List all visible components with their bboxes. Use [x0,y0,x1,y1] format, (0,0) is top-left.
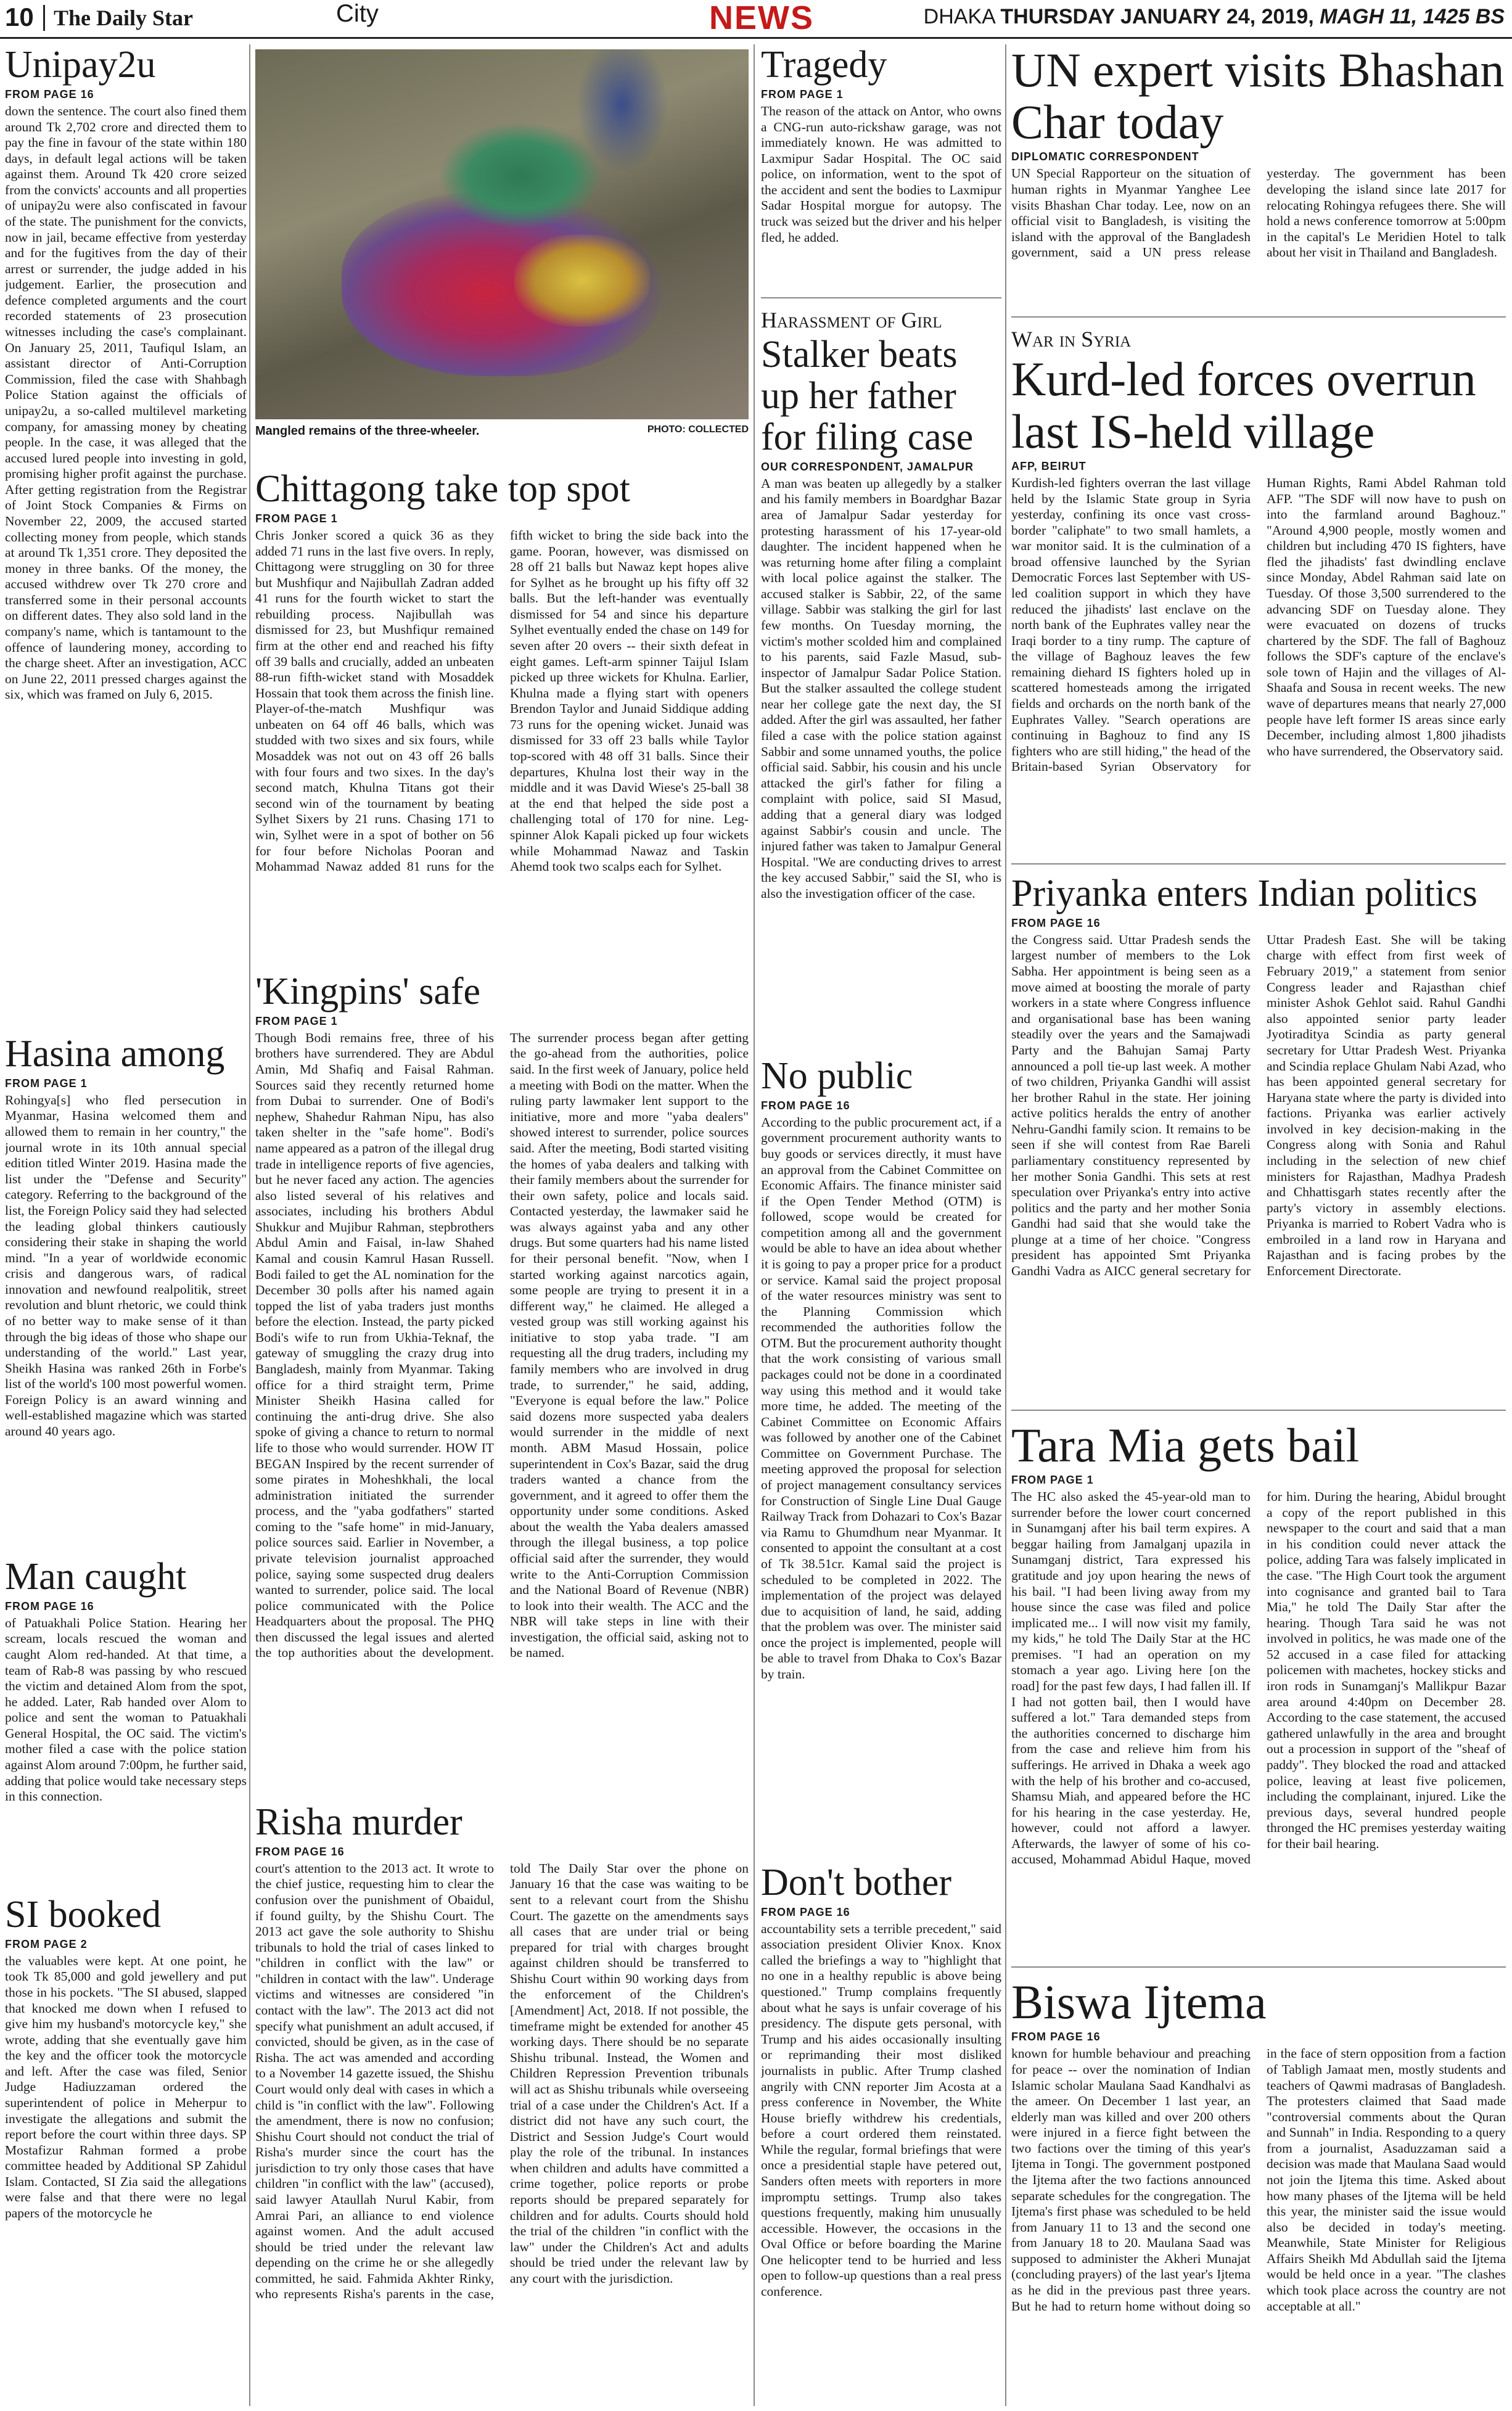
priyanka-headline: Priyanka enters Indian politics [1011,872,1477,914]
kingpins-from: FROM PAGE 1 [255,1014,338,1027]
photo-credit: PHOTO: COLLECTED [647,424,749,435]
column-rule [754,44,755,2406]
unexpert-byline: DIPLOMATIC CORRESPONDENT [1011,150,1199,163]
section-label: City [336,0,379,27]
page-number: 10 [5,2,34,31]
kingpins-headline: 'Kingpins' safe [255,970,481,1012]
unipay-headline: Unipay2u [5,44,156,86]
chittagong-from: FROM PAGE 1 [255,512,338,525]
nopublic-from: FROM PAGE 16 [761,1099,850,1112]
hasina-body: Rohingya[s] who fled persecution in Myanmar, Hasina welcomed them and allowed them to remain in her country," the journal wrote in its 10th annual special edition titled Winter 2019. Hasina made the list under the "Defense and Security" category. Referring to the background of the list, the Foreign Policy said they had selected the leading global thinkers cautiously considering their stake in shaping the world mind. "In a year of worldwide economic crisis and dangerous wars, of radical innovation and newfound realpolitik, street revolution and blunt rhetoric, we could think of no better way to make sense of it than through the big ideas of those who shape our understanding of the world." Last year, Sheikh Hasina was ranked 26th in Forbe's list of the world's 100 most powerful women. Foreign Policy is an award winning and well-established magazine which was started around 40 years ago. [5,1092,247,1439]
stalker-body: A man was beaten up allegedly by a stalker and his family members in Boardghar Bazar area of Jamalpur Sadar yesterday for protesting harassment of his 17-year-old daughter. The incident happened when he was returning home after filing a complaint with local police against the stalker. The accused stalker is Sabbir, 22, of the same village. Sabbir was stalking the girl for last few months. On Tuesday morning, the victim's mother scolded him and complained to his parents, said Fazle Masud, sub-inspector of Jamalpur Sadar Police Station. But the stalker assaulted the college student near her college gate the next day, the SI added. After the girl was assaulted, her father filed a case with the police station against Sabbir and some unnamed youths, the police official said. Sabbir, his cousin and his uncle attacked the girl's father for filing a complaint with police, said SI Masud, adding that a general diary was lodged against Sabbir's cousin and uncle. The injured father was taken to Jamalpur General Hospital. "We are conducting drives to arrest the key accused Sabbir," said the SI, who is also the investigation officer of the case. [761,475,1001,901]
column-right [1011,44,1506,2406]
dontbother-from: FROM PAGE 16 [761,1905,850,1918]
risha-from: FROM PAGE 16 [255,1845,345,1858]
mancaught-from: FROM PAGE 16 [5,1600,94,1612]
priyanka-body: the Congress said. Uttar Pradesh sends the largest number of members to the Lok Sabha. Her appointment is being seen as a move aimed at boosting the morale of party workers in a state where Congress influence and organisational base has been waning steadily over the years and the Samajwadi Party and the Bahujan Samaj Party announced a poll tie-up last week. A mother of two children, Priyanka Gandhi will assist her brother Rahul in the state. Her joining active politics heralds the entry of another Nehru-Gandhi family scion. It remains to be seen if she will contest from Rae Bareli parliamentary constituency represented by her mother Sonia Gandhi. This sets at rest speculation over Priyanka's entry into active politics and the party and her mother Sonia Gandhi had said that she would take the plunge at a time of her choice. "Congress president has appointed Smt Priyanka Gandhi Vadra as AICC general secretary for Uttar Pradesh East. She will be taking charge with effect from first week of February 2019," a statement from senior Congress leader and Rajasthan chief minister Ashok Gehlot said. Rahul Gandhi also appointed senior party leader Jyotiraditya Scindia as party general secretary for Uttar Pradesh West. Priyanka and Scindia replace Ghulam Nabi Azad, who has been appointed general secretary for Haryana state where the party is divided into factions. Priyanka was earlier actively involved in key decision-making in the Congress along with Sonia and Rahul including in the selection of new chief ministers for Rajasthan, Madhya Pradesh and Chhattisgarh states recently after the party's victory in assembly elections. Priyanka is married to Robert Vadra who is embroiled in a land row in Haryana and Rajasthan and is facing probes by the Enforcement Directorate. [1011,932,1506,1279]
nopublic-body: According to the public procurement act, if a government procurement authority wants to buy goods or services directly, it must have an approval from the Cabinet Committee on Economic Affairs. The finance minister said if the Open Tender Method (OTM) is followed, scope would be created for competition among all and the government would be able to have an idea about whether it is going to pay a proper price for a product or service. Kamal said the project proposal of the water resources ministry was sent to the Planning Commission which recommended the authorities follow the OTM. But the procurement authority thought that the work consisting of various small packages could not be done in a coordinated way using this method and it would take more time, he added. The meeting of the Cabinet Committee on Economic Affairs was followed by another one of the Cabinet Committee on Government Purchase. The meeting approved the proposal for selection of project management consultancy services for Construction of Single Line Dual Gauge Railway Track from Dohazari to Cox's Bazar via Ramu to Ghumdhum near Myanmar. It consented to appoint the consultant at a cost of Tk 38.51cr. Kamal said the project is scheduled to be completed in 2022. The implementation of the project was delayed due to acquisition of land, he said, adding that the problem was over. The minister said once the project is implemented, people will be able to travel from Dhaka to Cox's Bazar by train. [761,1114,1001,1682]
dateline: DHAKA THURSDAY JANUARY 24, 2019, MAGH 11, 1425 BS [923,5,1505,28]
story-divider [1011,316,1506,318]
page-header [0,0,1512,39]
mancaught-body: of Patuakhali Police Station. Hearing her scream, locals rescued the woman and caught Alom red-handed. At that time, a team of Rab-8 was passing by who rescued the victim and detained Alom from the spot, he added. Later, Rab handed over Alom to police and sent the woman to Patuakhali General Hospital, the OC said. The victim's mother filed a case with the police station against Alom around 7:00pm, he further said, adding that police would take necessary steps in this connection. [5,1615,247,1804]
news-label: NEWS [709,0,814,36]
si-headline: SI booked [5,1893,162,1936]
si-body: the valuables were kept. At one point, he took Tk 85,000 and gold jewellery and put those in his pockets. "The SI abused, slapped that knocked me down when I refused to give him my husband's motorcycle key," she wrote, adding that she eventually gave him the key and the officer took the motorcycle and left. After the case was filed, Senior Judge Hadiuzzaman ordered the superintendent of police in Meherpur to investigate the allegations and submit the report before the court within three days. SP Mostafizur Rahman formed a probe committee headed by Additional SP Zahidul Islam. Contacted, SI Zia said the allegations were false and that there were no legal papers of the motorcycle he [5,1953,247,2221]
ijtema-from: FROM PAGE 16 [1011,2031,1101,2043]
column-center-right [761,44,1001,2406]
risha-body: court's attention to the 2013 act. It wrote to the chief justice, requesting him to clear the confusion over the punishment of Obaidul, if found guilty, by the Shishu Court. The 2013 act gave the sole authority to Shishu tribunals to hold the trial of cases linked to "children in conflict with the law" or "children in contact with the law". Underage victims and witnesses are considered "in contact with the law". The 2013 act did not specify what punishment an adult accused, if convicted, should be given, as in the case of Risha. The act was amended and according to a November 14 gazette issued, the Shishu Court would only deal with cases in which a child is "in conflict with the law". Following the amendment, there is now no confusion; Shishu Court should not conduct the trial of Risha's murder since the court has the jurisdiction to try only those cases that have children "in conflict with the law" (accused), said lawyer Ataullah Nurul Kabir, from Amrai Pari, an alliance to end violence against women. And the adult accused should be tried under the relevant law depending on the crime he or she allegedly committed, he said. Fahmida Akhter Rinky, who represents Risha's parents in the case, told The Daily Star over the phone on January 16 that the case was waiting to be sent to a relevant court from the Shishu Court. The gazette on the amendments says all cases that are under trial or being prepared for trial with charges brought against children should be transferred to Shishu Court within 90 working days from the enforcement of the Children's [Amendment] Act, 2018. If not possible, the timeframe might be extended for another 45 working days. There should be no separate Shishu tribunal. Instead, the Women and Children Repression Prevention tribunals will act as Shishu tribunals while overseeing trial of a case under the Children's Act. If a district did not have any such court, the District and Session Judge's Court would play the role of the tribunal. In instances when children and adults have committed a crime together, police reports or probe reports should be prepared separately for children and for adults. Courts should hold the trial of the children "in conflict with the law" under the Children's Act and adults should be tried under the relevant law by any court with the jurisdiction. [255,1860,749,2302]
taramia-headline: Tara Mia gets bail [1011,1418,1360,1472]
unipay-from: FROM PAGE 16 [5,88,94,101]
story-divider [1011,1966,1506,1968]
chittagong-headline: Chittagong take top spot [255,469,630,510]
kurd-body: Kurdish-led fighters overran the last village held by the Islamic State group in Syria yesterday, confining its once vast cross-border "caliphate" to two small hamlets, a war monitor said. It is the culmination of a broad offensive launched by the Syrian Democratic Forces last September with US-led coalition support in which they have reduced the jihadists' last enclave on the north bank of the Euphrates valley near the Iraqi border to a tiny rump. The capture of the village of Baghouz leaves the few remaining diehard IS fighters holed up in scattered homesteads among the irrigated fields and orchards on the north bank of the Euphrates Valley. "Search operations are continuing in Baghouz to find any IS fighters who are still hiding," the head of the Britain-based Syrian Observatory for Human Rights, Rami Abdel Rahman told AFP. "The SDF will now have to push on into the farmland around Baghouz." "Around 4,900 people, mostly women and children but including 470 IS fighters, have fled the jihadists' fast dwindling enclave since Monday, Abdel Rahman said late on Tuesday. Of those 3,500 surrendered to the advancing SDF on Tuesday alone. They were evacuated on dozens of trucks chartered by the SDF. The fall of Baghouz follows the SDF's capture of the enclave's sole town of Hajin and the villages of Al-Shaafa and Sousa in recent weeks. The new wave of departures means that nearly 27,000 people have left former IS areas since early December, including almost 1,800 jihadists who have surrendered, the Observatory said. [1011,475,1506,774]
kingpins-body: Though Bodi remains free, three of his brothers have surrendered. They are Abdul Amin, Md Shafiq and Faisal Rahman. Sources said they recently returned home from Dubai to surrender. One of Bodi's nephew, Shahedur Rahman Nipu, has also taken shelter in the "safe home". Bodi's name appeared as a patron of the illegal drug trade in intelligence reports of five agencies, but he never faced any action. The agencies also listed several of his relatives and associates, including his brothers Abdul Shukkur and Mujibur Rahman, stepbrothers Abdul Amin and Faisal, in-law Shahed Kamal and cousin Kamrul Hasan Russell. Bodi failed to get the AL nomination for the December 30 polls after his named again topped the list of yaba traders just months before the election. Instead, the party picked Bodi's wife to run from Ukhia-Teknaf, the gateway of smuggling the crazy drug into Bangladesh, mainly from Myanmar. Taking office for a third straight term, Prime Minister Sheikh Hasina called for continuing the anti-drug drive. She also spoke of giving a chance to return to normal life to those who would surrender. HOW IT BEGAN Inspired by the recent surrender of some pirates in Moheshkhali, the local administration initiated the surrender process, and the "yaba godfathers" started coming to the "safe home" in mid-January, police sources said. Earlier in November, a private television journalist approached police, saying some suspected drug dealers wanted to surrender, police said. The local police communicated with the Police Headquarters about the proposal. The PHQ then discussed the legal issues and alerted the top authorities about the development. The surrender process began after getting the go-ahead from the authorities, police said. In the first week of January, police held a meeting with Bodi on the matter. When the ruling party lawmaker lent support to the initiative, more and more "yaba dealers" showed interest to surrender, police sources said. After the meeting, Bodi started visiting the homes of yaba dealers and talking with their family members about the surrender for their own safety, police and locals said. Contacted yesterday, the lawmaker said he was always against yaba and any other drugs. But some quarters had his name listed for their personal benefit. "Now, when I started working against narcotics again, some people are trying to present it in a different way," he claimed. He alleged a vested group was still working against his initiative to stop yaba trade. "I am requesting all the drug traders, including my family members who are involved in drug trade, to surrender," he said, adding, "Everyone is equal before the law." Police said dozens more suspected yaba dealers would surrender in the middle of next month. ABM Masud Hossain, police superintendent in Cox's Bazar, said the drug traders wanted a chance from the government, and it agreed to offer them the opportunity under some conditions. Asked about the wealth the Yaba dealers amassed through the illegal business, a top police official said after the surrender, they would write to the Anti-Corruption Commission and the National Board of Revenue (NBR) to look into their wealth. The ACC and the NBR will take steps in line with their investigation, the official said, asking not to be named. [255,1030,749,1661]
kurd-headline: Kurd-led forces overrun last IS-held village [1011,352,1476,458]
photo-caption: Mangled remains of the three-wheeler. PHOTO: COLLECTED [255,424,749,438]
dontbother-headline: Don't bother [761,1861,952,1904]
unexpert-body: UN Special Rapporteur on the situation of human rights in Myanmar Yanghee Lee visits Bhashan Char today. Lee, now on an official visit to Bangladesh, is visiting the island with the approval of the Bangladesh government, said a UN press release yesterday. The government has been developing the island since late 2017 for relocating Rohingya refugees there. She will hold a news conference tomorrow at 5:00pm in the capital's Le Meridien Hotel to talk about her visit in Thailand and Bangladesh. [1011,166,1506,260]
ijtema-headline: Biswa Ijtema [1011,1975,1267,2029]
tragedy-headline: Tragedy [761,44,887,86]
kurd-byline: AFP, BEIRUT [1011,459,1087,472]
tragedy-body: The reason of the attack on Antor, who owns a CNG-run auto-rickshaw garage, was not immediately known. He was admitted to Laxmipur Sadar Hospital. The OC said police, on information, went to the spot of the accident and sent the bodies to Laxmipur Sadar Hospital morgue for autopsy. The truck was seized but the driver and his helper fled, he added. [761,103,1001,245]
taramia-body: The HC also asked the 45-year-old man to surrender before the lower court concerned in Sunamganj after his bail term expires. A beggar hailing from Jamalganj upazila in Sunamganj district, Tara expressed his gratitude and joy upon hearing the news of his bail. "I had been living away from my house since the case was filed and police implicated me... I will now visit my family, my kids," he told The Daily Star at the HC premises. "I had an operation on my stomach a year ago. Living here [on the road] for the past few days, I had fallen ill. If I had not gotten bail, then I would have suffered a lot." Tara demanded steps from the authorities concerned to discharge him from the case and relieve him from his sufferings. He arrived in Dhaka a week ago with the help of his brother and co-accused, Shamsu Miah, and appeared before the HC for his hearing in the case yesterday. He, however, could not afford a lawyer. Afterwards, the lawyer of some of his co-accused, Mohammad Abidul Haque, moved for him. During the hearing, Abidul brought a copy of the report published in this newspaper to the court and said that a man in his condition could never attack the police, adding Tara was falsely implicated in the case. "The High Court took the argument into cognisance and granted bail to Tara Mia," he told The Daily Star after the hearing. Though Tara said he was not involved in politics, he was made one of the 52 accused in a case filed for attacking policemen with machetes, hockey sticks and iron rods in Sunamganj's Mallikpur Bazar area around 4:40pm on December 28. According to the case statement, the accused gathered unlawfully in the area and brought out a procession in support of the "sheaf of paddy". They blocked the road and attacked police, leaving at least five policemen, including the complainant, injured. Like the previous days, several hundred people thronged the HC premises yesterday waiting for their bail hearing. [1011,1489,1506,1867]
dontbother-body: accountability sets a terrible precedent," said association president Olivier Knox. Knox called the briefings a way to "highlight that no one in a healthy republic is above being questioned." Trump complains frequently about what he says is unfair coverage of his presidency. The dispute gets personal, with Trump and his aides occasionally insulting or reprimanding their most disliked journalists in public. After Trump clashed angrily with CNN reporter Jim Acosta at a press conference in November, the White House briefly withdrew his credentials, before a court ordered them reinstated. While the regular, formal briefings that were once a presidential staple have petered out, Sanders often meets with reporters in more impromptu settings. Trump also takes questions frequently, making him unusually accessible. However, the occasions in the Oval Office or before boarding the Marine One helicopter tend to be hurried and less open to follow-up questions than a real press conference. [761,1921,1001,2299]
mancaught-headline: Man caught [5,1555,187,1598]
unipay-body: down the sentence. The court also fined them around Tk 2,702 crore and directed them to pay the fine in favour of the state within 180 days, in default legal actions will be taken against them. Around Tk 420 crore seized from the convicts' accounts and all properties of unipay2u were also confiscated in favour of the state. The punishment for the convicts, now in jail, became effective from yesterday and for the fugitives from the day of their arrest or surrender, the judge added in his judgement. Earlier, the prosecution and defence completed arguments and the court recorded statements of 23 prosecution witnesses including the case's complainant. On January 25, 2011, Taufiqul Islam, an assistant director of Anti-Corruption Commission, filed the case with Shahbagh Police Station against the officials of unipay2u, a so-called multilevel marketing company, for amassing money by cheating people. In the case, it was alleged that the accused lured people into investing in gold, promising higher profit against the purchase. After getting registration from the Registrar of Joint Stock Companies & Firms on November 22, 2009, the accused started collecting money from people, which stands at around Tk 1,351 crore. They deposited the money in three banks. Of the money, the accused withdrew over Tk 270 crore and transferred some in their personal accounts on different dates. They also sold land in the company's name, which is tantamount to the offence of laundering money, according to the charge sheet. After an investigation, ACC on June 22, 2011 pressed charges against the six, which was framed on July 6, 2015. [5,103,247,702]
stalker-byline: OUR CORRESPONDENT, JAMALPUR [761,460,974,473]
chittagong-body: Chris Jonker scored a quick 36 as they added 71 runs in the last five overs. In reply, Chittagong were struggling on 30 for three but Mushfiqur and Najibullah Zadran added 41 runs for the fourth wicket to start the rebuilding process. Najibullah was dismissed for 23, but Mushfiqur remained firm at the other end and reached his fifty off 39 balls and crucially, added an unbeaten 88-run fifth-wicket stand with Mosaddek Hossain that took them across the finish line. Player-of-the-match Mushfiqur was unbeaten on 64 off 46 balls, which was studded with two sixes and six fours, while Mosaddek was not out on 43 off 26 balls with four fours and two sixes. In the day's second match, Khulna Titans got their second win of the tournament by beating Sylhet Sixers by 21 runs. Chasing 171 to win, Sylhet were in a spot of bother on 56 for four before Nicholas Pooran and Mohammad Nawaz added 81 runs for the fifth wicket to bring the side back into the game. Pooran, however, was dismissed on 28 off 21 balls but Nawaz kept hopes alive for Sylhet as he brought up his fifty off 32 balls. But the left-hander was eventually dismissed for 54 and since his departure Sylhet eventually ended the chase on 149 for seven after 20 overs -- their sixth defeat in eight games. Left-arm spinner Taijul Islam picked up three wickets for Khulna. Earlier, Khulna made a flying start with openers Brendon Taylor and Junaid Siddique adding 73 runs for the opening wicket. Junaid was dismissed for 33 off 23 balls while Taylor top-scored with 48 off 31 balls. Since their departures, Khulna lost their way in the middle and it was David Wiese's 25-ball 38 at the end that helped the side post a challenging total of 170 for nine. Leg-spinner Alok Kapali picked up four wickets while Mohammad Nawaz and Taskin Ahemd took two scalps each for Sylhet. [255,527,749,874]
stalker-headline: Stalker beats up her father for filing case [761,333,974,458]
hasina-headline: Hasina among [5,1032,225,1075]
story-divider [1011,1410,1506,1411]
masthead-flag: The Daily Star [43,5,193,31]
kurd-kicker: War in Syria [1011,327,1132,352]
hasina-from: FROM PAGE 1 [5,1077,88,1090]
ijtema-body: known for humble behaviour and preaching for peace -- over the nomination of Indian Islamic scholar Maulana Saad Kandhalvi as the ameer. On December 1 last year, an elderly man was killed and over 200 others were injured in a fierce fight between the two factions over the timing of this year's Ijtema in Tongi. The government postponed the Ijtema after the two factions announced separate schedules for the congregation. The Ijtema's first phase was scheduled to be held from January 11 to 13 and the second one from January 18 to 20. Maulana Saad was supposed to administer the Akheri Munajat (concluding prayers) of the last year's Ijtema as he did in the previous past three years. But he had to return home without doing so in the face of stern opposition from a faction of Tabligh Jamaat men, mostly students and teachers of Qawmi madrasas of Bangladesh. The protesters claimed that Saad made "controversial comments about the Quran and Sunnah" in India. Responding to a query from a journalist, Asaduzzaman said a decision was made that Maulana Saad would not join the Ijtema this time. Asked about how many phases of the Ijtema will be held this year, the minister said the issue would also be decided in today's meeting. Meanwhile, State Minister for Religious Affairs Sheikh Md Abdullah said the Ijtema would be held once in a year. "The clashes which took place across the country are not acceptable at all." [1011,2046,1506,2314]
taramia-from: FROM PAGE 1 [1011,1474,1094,1487]
story-divider [1011,863,1506,865]
story-divider [761,297,1001,298]
stalker-kicker: Harassment of Girl [761,307,942,332]
tragedy-from: FROM PAGE 1 [761,88,844,101]
accident-photo [255,49,749,419]
risha-headline: Risha murder [255,1801,462,1843]
column-rule [249,44,250,2406]
unexpert-headline: UN expert visits Bhashan Char today [1011,44,1505,149]
column-left [5,44,247,2406]
column-rule [1005,44,1006,2406]
priyanka-from: FROM PAGE 16 [1011,916,1101,929]
column-middle [255,469,749,2405]
si-from: FROM PAGE 2 [5,1937,88,1950]
nopublic-headline: No public [761,1054,913,1097]
